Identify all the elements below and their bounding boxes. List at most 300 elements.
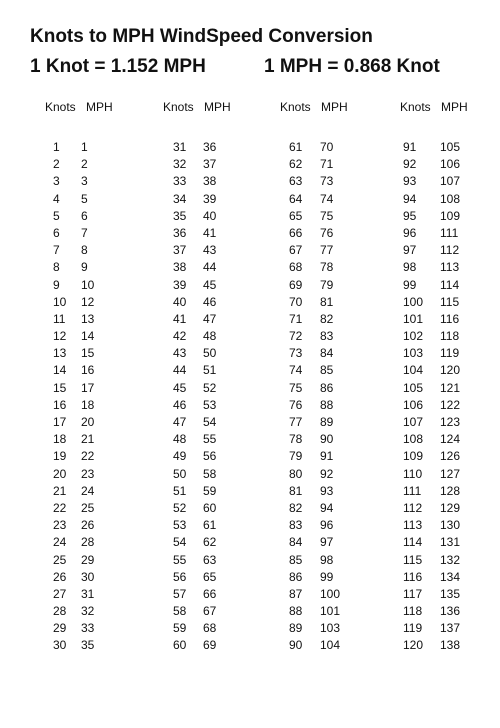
mph-value: 66 [203, 586, 217, 601]
header-knots: Knots [163, 100, 194, 114]
table-row [163, 552, 263, 569]
mph-value: 78 [320, 260, 334, 275]
knot-to-mph-formula: 1 Knot = 1.152 MPH [30, 56, 206, 77]
table-row [45, 294, 145, 311]
table-row [400, 569, 500, 586]
knots-value: 85 [289, 552, 303, 567]
knots-value: 103 [403, 346, 424, 361]
table-row [280, 380, 380, 397]
knots-value: 92 [403, 157, 417, 172]
knots-value: 59 [173, 621, 187, 636]
table-row [280, 569, 380, 586]
mph-value: 126 [440, 449, 461, 464]
table-row [163, 431, 263, 448]
table-row [280, 294, 380, 311]
mph-value: 120 [440, 363, 461, 378]
mph-value: 105 [440, 140, 461, 154]
table-row [163, 277, 263, 294]
knots-value: 82 [289, 500, 303, 515]
table-row [400, 242, 500, 259]
mph-value: 51 [203, 363, 217, 378]
mph-value: 63 [203, 552, 217, 567]
table-row [280, 208, 380, 225]
table-row [163, 448, 263, 465]
mph-value: 43 [203, 243, 217, 258]
knots-value: 4 [53, 191, 60, 206]
knots-value: 40 [173, 294, 187, 309]
table-row [400, 603, 500, 620]
mph-value: 58 [203, 466, 217, 481]
mph-value: 13 [81, 311, 95, 326]
table-row [45, 586, 145, 603]
knots-value: 84 [289, 535, 303, 550]
mph-value: 6 [81, 208, 88, 223]
knots-value: 29 [53, 621, 67, 636]
knots-value: 42 [173, 329, 187, 344]
table-row [400, 156, 500, 173]
mph-value: 46 [203, 294, 217, 309]
knots-value: 10 [53, 294, 67, 309]
knots-value: 80 [289, 466, 303, 481]
mph-value: 130 [440, 518, 461, 533]
table-row [280, 586, 380, 603]
mph-value: 86 [320, 380, 334, 395]
table-row [163, 414, 263, 431]
mph-value: 10 [81, 277, 95, 292]
knots-value: 1 [53, 140, 60, 154]
table-row [163, 569, 263, 586]
knots-value: 39 [173, 277, 187, 292]
table-row [400, 637, 500, 654]
mph-value: 33 [81, 621, 95, 636]
knots-value: 93 [403, 174, 417, 189]
table-row [280, 500, 380, 517]
mph-value: 25 [81, 500, 95, 515]
table-row [45, 637, 145, 654]
mph-value: 121 [440, 380, 461, 395]
knots-value: 117 [403, 586, 423, 601]
knots-value: 118 [403, 604, 423, 619]
table-row [400, 500, 500, 517]
conversion-table-block-2 [163, 99, 263, 655]
table-row [280, 277, 380, 294]
mph-value: 97 [320, 535, 334, 550]
knots-value: 69 [289, 277, 303, 292]
table-row [280, 483, 380, 500]
mph-value: 54 [203, 415, 217, 429]
mph-value: 131 [440, 535, 461, 550]
knots-value: 76 [289, 397, 303, 412]
mph-value: 7 [81, 225, 88, 240]
table-row [280, 225, 380, 242]
header-mph: MPH [321, 100, 348, 114]
table-header-row [280, 99, 380, 115]
knots-value: 79 [289, 449, 303, 464]
knots-value: 74 [289, 363, 303, 378]
knots-value: 96 [403, 225, 417, 240]
table-row [45, 448, 145, 465]
knots-value: 50 [173, 466, 187, 481]
mph-value: 39 [203, 191, 217, 206]
knots-value: 25 [53, 552, 67, 567]
knots-value: 99 [403, 277, 417, 292]
mph-value: 137 [440, 621, 461, 636]
table-row [280, 259, 380, 276]
mph-value: 21 [81, 432, 95, 447]
table-header-row [163, 99, 263, 115]
mph-value: 98 [320, 552, 334, 567]
table-header-row [45, 99, 145, 115]
mph-value: 5 [81, 191, 88, 206]
mph-value: 55 [203, 432, 217, 447]
table-row [163, 242, 263, 259]
mph-value: 3 [81, 174, 88, 189]
mph-value: 60 [203, 500, 217, 515]
knots-value: 30 [53, 638, 67, 653]
mph-value: 59 [203, 483, 217, 498]
mph-value: 74 [320, 191, 334, 206]
knots-value: 38 [173, 260, 187, 275]
knots-value: 88 [289, 604, 303, 619]
knots-value: 70 [289, 294, 303, 309]
table-row [400, 534, 500, 551]
mph-value: 65 [203, 569, 217, 584]
table-row [280, 173, 380, 190]
table-row [280, 466, 380, 483]
mph-value: 18 [81, 397, 95, 412]
mph-value: 53 [203, 397, 217, 412]
knots-value: 13 [53, 346, 67, 361]
table-row [400, 294, 500, 311]
table-row [163, 637, 263, 654]
knots-value: 81 [289, 483, 303, 498]
knots-value: 114 [403, 535, 423, 550]
knots-value: 63 [289, 174, 303, 189]
table-row [280, 448, 380, 465]
table-row [280, 345, 380, 362]
table-row [400, 277, 500, 294]
mph-value: 50 [203, 346, 217, 361]
mph-to-knot-formula: 1 MPH = 0.868 Knot [264, 56, 440, 77]
knots-value: 67 [289, 243, 303, 258]
table-row [400, 586, 500, 603]
knots-value: 8 [53, 260, 60, 275]
table-row [45, 603, 145, 620]
mph-value: 28 [81, 535, 95, 550]
table-row [45, 431, 145, 448]
mph-value: 30 [81, 569, 95, 584]
mph-value: 94 [320, 500, 334, 515]
table-row [280, 328, 380, 345]
knots-value: 116 [403, 569, 423, 584]
knots-value: 9 [53, 277, 60, 292]
mph-value: 134 [440, 569, 461, 584]
mph-value: 48 [203, 329, 217, 344]
mph-value: 36 [203, 140, 217, 154]
table-row [45, 173, 145, 190]
knots-value: 51 [173, 483, 187, 498]
table-row [163, 380, 263, 397]
mph-value: 52 [203, 380, 217, 395]
table-row [280, 397, 380, 414]
mph-value: 124 [440, 432, 461, 447]
conversion-table-block-3 [280, 99, 380, 655]
mph-value: 24 [81, 483, 95, 498]
mph-value: 101 [320, 604, 341, 619]
table-row [400, 208, 500, 225]
mph-value: 68 [203, 621, 217, 636]
mph-value: 69 [203, 638, 217, 653]
knots-value: 100 [403, 294, 424, 309]
knots-value: 47 [173, 415, 187, 429]
mph-value: 37 [203, 157, 217, 172]
knots-value: 73 [289, 346, 303, 361]
mph-value: 26 [81, 518, 95, 533]
page-title: Knots to MPH WindSpeed Conversion [30, 26, 373, 47]
table-row [280, 156, 380, 173]
knots-value: 108 [403, 432, 424, 447]
table-rows [400, 139, 500, 655]
mph-value: 73 [320, 174, 334, 189]
header-knots: Knots [45, 100, 76, 114]
table-row [400, 139, 500, 156]
knots-value: 94 [403, 191, 417, 206]
table-row [45, 191, 145, 208]
knots-value: 64 [289, 191, 303, 206]
knots-value: 119 [403, 621, 423, 636]
table-row [280, 431, 380, 448]
mph-value: 128 [440, 483, 461, 498]
knots-value: 95 [403, 208, 417, 223]
mph-value: 123 [440, 415, 461, 429]
mph-value: 45 [203, 277, 217, 292]
table-row [280, 517, 380, 534]
table-row [400, 552, 500, 569]
table-row [163, 294, 263, 311]
header-mph: MPH [441, 100, 468, 114]
table-row [280, 552, 380, 569]
knots-value: 36 [173, 225, 187, 240]
conversion-table-block-4 [400, 99, 500, 655]
mph-value: 2 [81, 157, 88, 172]
knots-value: 23 [53, 518, 67, 533]
table-row [163, 517, 263, 534]
table-row [163, 586, 263, 603]
table-row [163, 534, 263, 551]
mph-value: 38 [203, 174, 217, 189]
mph-value: 107 [440, 174, 461, 189]
mph-value: 79 [320, 277, 334, 292]
table-row [400, 173, 500, 190]
table-row [163, 362, 263, 379]
mph-value: 16 [81, 363, 95, 378]
mph-value: 127 [440, 466, 461, 481]
table-row [400, 362, 500, 379]
table-row [280, 534, 380, 551]
mph-value: 88 [320, 397, 334, 412]
table-row [400, 259, 500, 276]
mph-value: 115 [440, 294, 460, 309]
table-row [45, 242, 145, 259]
knots-value: 87 [289, 586, 303, 601]
mph-value: 8 [81, 243, 88, 258]
mph-value: 89 [320, 415, 334, 429]
mph-value: 132 [440, 552, 461, 567]
knots-value: 86 [289, 569, 303, 584]
knots-value: 28 [53, 604, 67, 619]
table-row [400, 517, 500, 534]
table-row [163, 397, 263, 414]
table-row [280, 603, 380, 620]
table-row [280, 362, 380, 379]
knots-value: 44 [173, 363, 187, 378]
table-row [400, 328, 500, 345]
table-row [400, 191, 500, 208]
knots-value: 53 [173, 518, 187, 533]
knots-value: 83 [289, 518, 303, 533]
mph-value: 91 [320, 449, 334, 464]
knots-value: 34 [173, 191, 187, 206]
table-row [400, 225, 500, 242]
mph-value: 92 [320, 466, 334, 481]
knots-value: 2 [53, 157, 60, 172]
mph-value: 96 [320, 518, 334, 533]
mph-value: 44 [203, 260, 217, 275]
mph-value: 23 [81, 466, 95, 481]
mph-value: 103 [320, 621, 341, 636]
knots-value: 110 [403, 466, 423, 481]
knots-value: 7 [53, 243, 60, 258]
table-row [45, 483, 145, 500]
knots-value: 46 [173, 397, 187, 412]
mph-value: 14 [81, 329, 95, 344]
knots-value: 111 [403, 483, 422, 498]
mph-value: 116 [440, 311, 460, 326]
knots-value: 16 [53, 397, 67, 412]
knots-value: 102 [403, 329, 424, 344]
table-row [45, 569, 145, 586]
knots-value: 17 [53, 415, 67, 429]
table-row [163, 500, 263, 517]
knots-value: 77 [289, 415, 303, 429]
table-row [280, 191, 380, 208]
mph-value: 70 [320, 140, 334, 154]
mph-value: 138 [440, 638, 461, 653]
table-row [163, 311, 263, 328]
table-row [163, 225, 263, 242]
mph-value: 114 [440, 277, 460, 292]
mph-value: 122 [440, 397, 461, 412]
table-row [280, 414, 380, 431]
table-row [400, 466, 500, 483]
knots-value: 57 [173, 586, 187, 601]
table-row [163, 173, 263, 190]
mph-value: 61 [203, 518, 217, 533]
mph-value: 104 [320, 638, 341, 653]
mph-value: 1 [81, 140, 88, 154]
table-row [163, 259, 263, 276]
table-row [163, 139, 263, 156]
table-row [280, 637, 380, 654]
table-row [45, 517, 145, 534]
mph-value: 136 [440, 604, 461, 619]
conversion-table-block-1 [45, 99, 145, 655]
knots-value: 55 [173, 552, 187, 567]
knots-value: 11 [53, 311, 66, 326]
table-row [400, 380, 500, 397]
knots-value: 72 [289, 329, 303, 344]
table-row [45, 328, 145, 345]
table-rows [45, 139, 145, 655]
table-row [163, 603, 263, 620]
mph-value: 112 [440, 243, 460, 258]
mph-value: 17 [81, 380, 95, 395]
knots-value: 41 [173, 311, 187, 326]
knots-value: 27 [53, 586, 67, 601]
knots-value: 33 [173, 174, 187, 189]
knots-value: 106 [403, 397, 424, 412]
table-row [45, 259, 145, 276]
knots-value: 65 [289, 208, 303, 223]
table-row [163, 191, 263, 208]
table-row [400, 448, 500, 465]
mph-value: 76 [320, 225, 334, 240]
table-row [163, 328, 263, 345]
table-row [45, 500, 145, 517]
knots-value: 31 [173, 140, 187, 154]
knots-value: 98 [403, 260, 417, 275]
table-row [400, 620, 500, 637]
knots-value: 35 [173, 208, 187, 223]
mph-value: 12 [81, 294, 95, 309]
knots-value: 3 [53, 174, 60, 189]
table-row [45, 345, 145, 362]
mph-value: 81 [320, 294, 334, 309]
header-mph: MPH [204, 100, 231, 114]
knots-value: 14 [53, 363, 67, 378]
knots-value: 32 [173, 157, 187, 172]
table-row [280, 620, 380, 637]
knots-value: 113 [403, 518, 423, 533]
table-row [45, 466, 145, 483]
mph-value: 111 [440, 225, 459, 240]
table-row [45, 397, 145, 414]
table-row [163, 208, 263, 225]
table-row [45, 311, 145, 328]
mph-value: 93 [320, 483, 334, 498]
table-row [45, 208, 145, 225]
knots-value: 66 [289, 225, 303, 240]
header-mph: MPH [86, 100, 113, 114]
knots-value: 71 [289, 311, 303, 326]
knots-value: 37 [173, 243, 187, 258]
table-row [163, 483, 263, 500]
table-row [400, 483, 500, 500]
knots-value: 45 [173, 380, 187, 395]
table-row [45, 277, 145, 294]
knots-value: 19 [53, 449, 67, 464]
knots-value: 109 [403, 449, 424, 464]
mph-value: 32 [81, 604, 95, 619]
mph-value: 9 [81, 260, 88, 275]
table-rows [163, 139, 263, 655]
header-knots: Knots [400, 100, 431, 114]
mph-value: 100 [320, 586, 341, 601]
knots-value: 75 [289, 380, 303, 395]
mph-value: 47 [203, 311, 217, 326]
mph-value: 85 [320, 363, 334, 378]
knots-value: 18 [53, 432, 67, 447]
